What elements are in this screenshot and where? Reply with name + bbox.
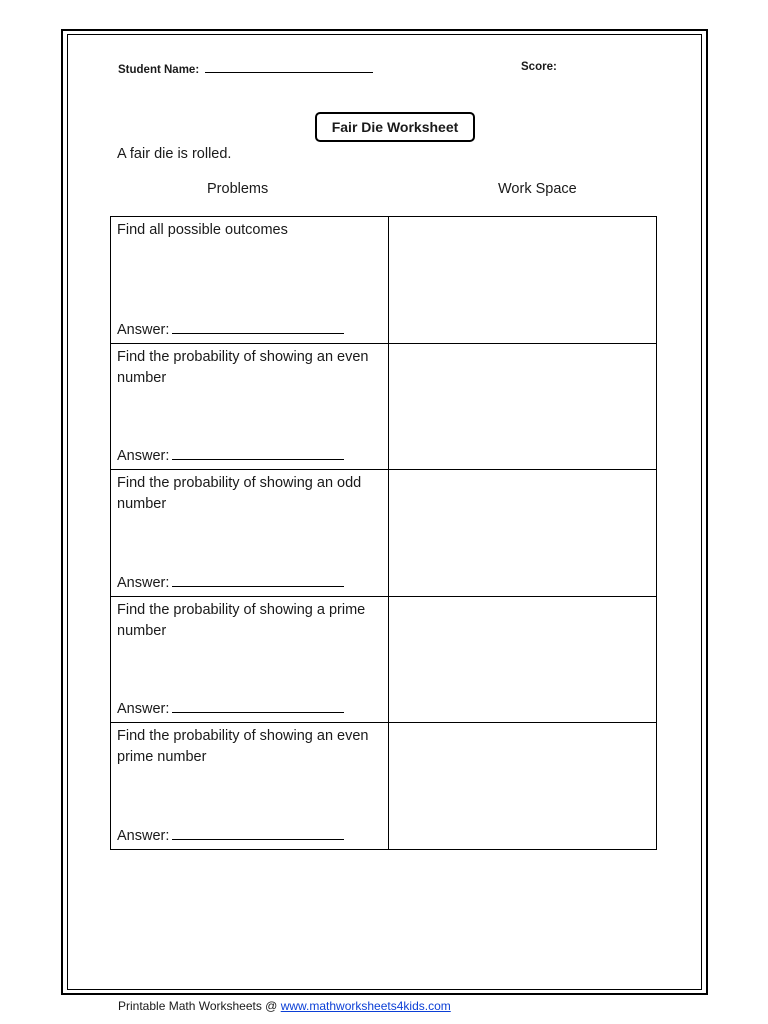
work-space-cell[interactable] (388, 723, 656, 850)
student-name-blank[interactable] (205, 61, 373, 73)
score-label: Score: (521, 61, 557, 73)
answer-label: Answer: (117, 827, 170, 844)
student-name-label: Student Name: (118, 64, 200, 76)
problem-text: Find the probability of showing a prime number (117, 601, 366, 639)
intro-text: A fair die is rolled. (117, 146, 232, 162)
answer-line (117, 446, 344, 467)
table-row (111, 470, 657, 597)
work-space-cell[interactable] (388, 596, 656, 723)
table-row (111, 723, 657, 850)
problem-text: Find the probability of showing an even number (117, 348, 369, 386)
answer-label: Answer: (117, 574, 170, 591)
problems-column-header: Problems (207, 181, 269, 197)
answer-line (117, 826, 344, 847)
problem-cell (111, 596, 389, 723)
work-space-cell[interactable] (388, 217, 656, 344)
answer-blank[interactable] (172, 699, 344, 713)
answer-label: Answer: (117, 701, 170, 718)
work-space-column-header: Work Space (498, 181, 577, 197)
answer-label: Answer: (117, 321, 170, 338)
problem-cell (111, 470, 389, 597)
problem-text: Find all possible outcomes (117, 222, 288, 238)
student-name-row (118, 61, 373, 76)
work-space-cell[interactable] (388, 470, 656, 597)
problem-text: Find the probability of showing an even prime number (117, 728, 369, 766)
work-space-cell[interactable] (388, 343, 656, 470)
answer-line (117, 320, 344, 341)
answer-line (117, 573, 344, 594)
answer-label: Answer: (117, 448, 170, 465)
problem-cell (111, 217, 389, 344)
table-row (111, 217, 657, 344)
answer-blank[interactable] (172, 826, 344, 840)
footer (118, 999, 451, 1013)
table-row (111, 596, 657, 723)
answer-blank[interactable] (172, 573, 344, 587)
worksheet-title: Fair Die Worksheet (315, 112, 475, 142)
footer-prefix: Printable Math Worksheets @ (118, 999, 278, 1013)
table-row (111, 343, 657, 470)
score-row (521, 61, 557, 73)
problems-table (110, 216, 657, 850)
problem-cell (111, 343, 389, 470)
problem-text: Find the probability of showing an odd number (117, 475, 362, 513)
problem-cell (111, 723, 389, 850)
footer-link[interactable]: www.mathworksheets4kids.com (280, 999, 451, 1013)
answer-blank[interactable] (172, 446, 344, 460)
answer-line (117, 699, 344, 720)
answer-blank[interactable] (172, 320, 344, 334)
